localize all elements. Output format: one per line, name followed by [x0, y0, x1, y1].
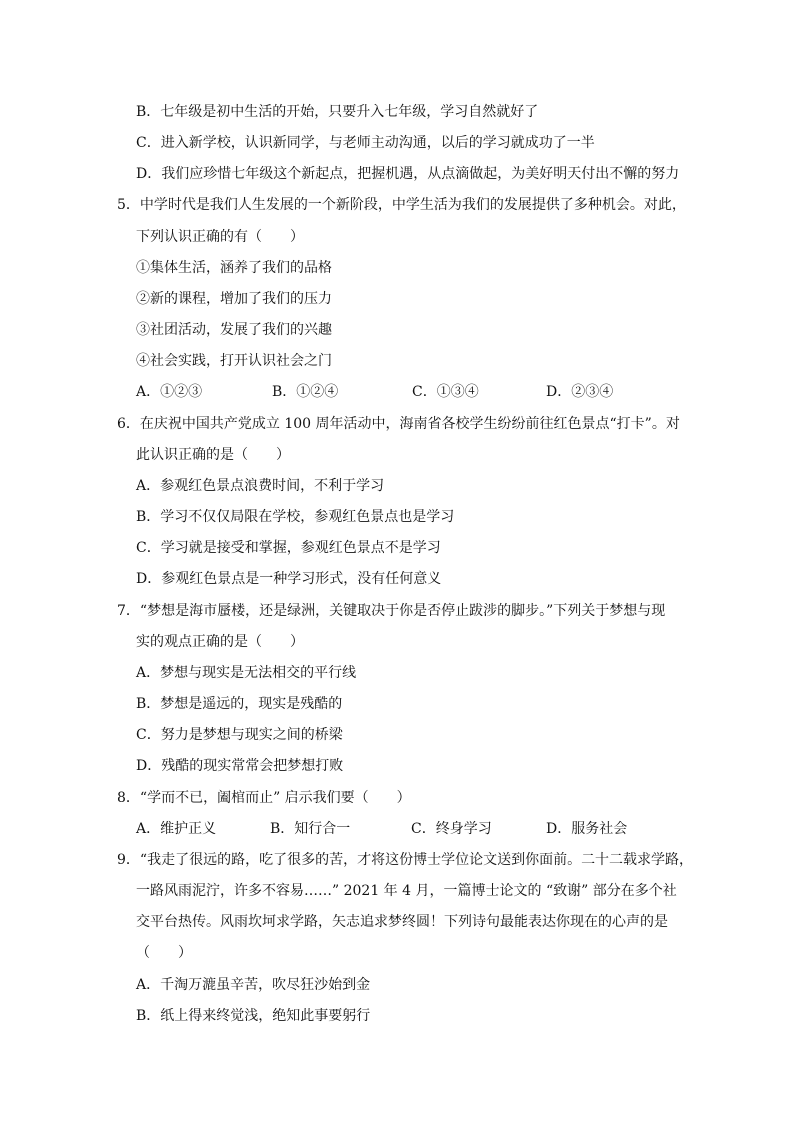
q7-option-b[interactable]: B．梦想是遥远的，现实是残酷的: [136, 696, 343, 712]
q5-option-c[interactable]: C．①③④: [412, 384, 479, 400]
q4-option-c[interactable]: C．进入新学校，认识新同学，与老师主动沟通，以后的学习就成功了一半: [136, 135, 595, 151]
q5-item-2: ②新的课程，增加了我们的压力: [136, 291, 332, 307]
q5-stem-line-1: 5．中学时代是我们人生发展的一个新阶段，中学生活为我们的发展提供了多种机会。对此，: [117, 197, 686, 213]
q9-stem-line-4: （ ）: [136, 945, 192, 961]
q5-option-a[interactable]: A．①②③: [136, 384, 203, 400]
q9-option-b[interactable]: B．纸上得来终觉浅，绝知此事要躬行: [136, 1008, 371, 1024]
q7-option-d[interactable]: D．残酷的现实常常会把梦想打败: [136, 758, 344, 774]
q5-stem-line-2: 下列认识正确的有（ ）: [136, 229, 304, 245]
q7-option-c[interactable]: C．努力是梦想与现实之间的桥梁: [136, 727, 343, 743]
q5-item-1: ①集体生活，涵养了我们的品格: [136, 260, 332, 276]
q4-option-b[interactable]: B．七年级是初中生活的开始，只要升入七年级，学习自然就好了: [136, 104, 539, 120]
q8-stem-line-1: 8．“学而不已，阖棺而止” 启示我们要（ ）: [117, 790, 411, 806]
q7-stem-line-2: 实的观点正确的是（ ）: [136, 634, 304, 650]
q4-option-d[interactable]: D．我们应珍惜七年级这个新起点，把握机遇，从点滴做起，为美好明天付出不懈的努力: [136, 166, 680, 182]
q8-option-c[interactable]: C．终身学习: [411, 821, 492, 837]
q9-stem-line-2: 一路风雨泥泞，许多不容易……” 2021 年 4 月，一篇博士论文的 “致谢” 部分在多个社: [136, 883, 677, 899]
q9-option-a[interactable]: A．千淘万漉虽辛苦，吹尽狂沙始到金: [136, 977, 371, 993]
q6-option-d[interactable]: D．参观红色景点是一种学习形式，没有任何意义: [136, 571, 442, 587]
q6-stem-line-1: 6．在庆祝中国共产党成立 100 周年活动中，海南省各校学生纷纷前往红色景点“打卡”。对: [117, 416, 680, 432]
q5-item-4: ④社会实践，打开认识社会之门: [136, 353, 332, 369]
q8-option-b[interactable]: B．知行合一: [270, 821, 351, 837]
q8-option-d[interactable]: D．服务社会: [546, 821, 628, 837]
q5-option-d[interactable]: D．②③④: [546, 384, 614, 400]
q7-option-a[interactable]: A．梦想与现实是无法相交的平行线: [136, 665, 357, 681]
q6-stem-line-2: 此认识正确的是（ ）: [136, 447, 290, 463]
q5-option-b[interactable]: B．①②④: [272, 384, 339, 400]
q8-option-a[interactable]: A．维护正义: [136, 821, 217, 837]
q7-stem-line-1: 7．“梦想是海市蜃楼，还是绿洲，关键取决于你是否停止跋涉的脚步。”下列关于梦想与现: [117, 603, 666, 619]
q6-option-a[interactable]: A．参观红色景点浪费时间，不利于学习: [136, 478, 385, 494]
q6-option-c[interactable]: C．学习就是接受和掌握，参观红色景点不是学习: [136, 540, 441, 556]
q6-option-b[interactable]: B．学习不仅仅局限在学校，参观红色景点也是学习: [136, 509, 455, 525]
q5-item-3: ③社团活动，发展了我们的兴趣: [136, 322, 332, 338]
q9-stem-line-1: 9．“我走了很远的路，吃了很多的苦，才将这份博士学位论文送到你面前。二十二载求学路，: [117, 852, 694, 868]
q9-stem-line-3: 交平台热传。风雨坎坷求学路，矢志追求梦终圆！下列诗句最能表达你现在的心声的是: [136, 914, 668, 930]
